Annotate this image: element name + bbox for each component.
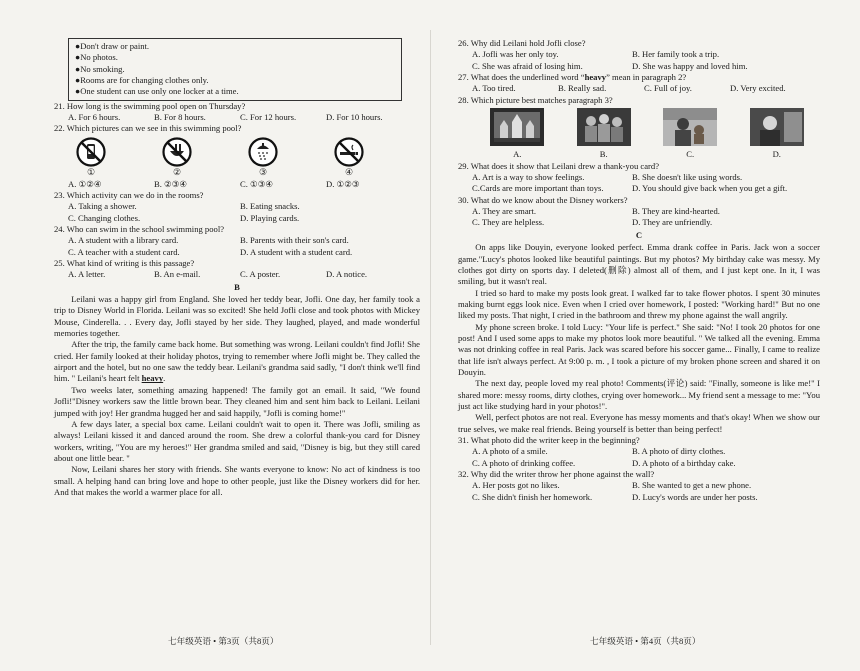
- picture-label: C.: [686, 149, 695, 160]
- question-24-text: 24. Who can swim in the school swimming pool?: [54, 224, 225, 234]
- option-b: B. She wanted to get a new phone.: [632, 480, 752, 491]
- girl-with-bear-photo: [663, 108, 717, 146]
- question-22-options: [54, 179, 420, 190]
- option-b: B. They are kind-hearted.: [632, 206, 720, 217]
- question-25-text: 25. What kind of writing is this passage?: [54, 258, 195, 269]
- picture-c: [647, 108, 734, 161]
- passage-c-paragraph-4: The next day, people loved my real photo! Comments(评论) said: "Finally, someone is like me!" I shared more: messy rooms, dirty clothes, crying over homework... My friend sent a message to me: "You just act like studying hard in your photos!".: [458, 378, 820, 411]
- question-29-options-row1: [458, 172, 820, 183]
- question-27: [458, 72, 820, 95]
- option-a: A. Too tired.: [472, 83, 516, 94]
- option-a: A. A student with a library card.: [68, 235, 179, 246]
- question-25-options: [54, 269, 420, 280]
- page-3-footer: 七年级英语 • 第3页（共8页）: [168, 636, 279, 646]
- option-c: C. For 12 hours.: [240, 112, 297, 123]
- option-b: B. A photo of dirty clothes.: [632, 446, 726, 457]
- disney-castle-photo: [490, 108, 544, 146]
- question-23-text: 23. Which activity can we do in the rooms?: [54, 189, 204, 200]
- picture-label: D.: [772, 149, 781, 160]
- sign-number: ③: [258, 166, 268, 177]
- option-d: D. A student with a student card.: [240, 246, 353, 257]
- option-d: D. For 10 hours.: [326, 112, 383, 123]
- passage-b-paragraph-3: Two weeks later, something amazing happened! The family got an email. It said, "We found Jofli!"Disney workers saw the little brown bear. They cleaned him and sent him back to Leilani. Leilani jumped with joy! Her grandma hugged her and said happily, "Jofli is coming home!": [54, 384, 420, 418]
- question-30-text: 30. What do we know about the Disney workers?: [458, 194, 628, 205]
- question-21-text: 21. How long is the swimming pool open on Thursday?: [54, 100, 246, 111]
- question-29-options-row2: [458, 183, 820, 194]
- option-b: B. Really sad.: [558, 83, 607, 94]
- option-c: C. She didn't finish her homework.: [472, 491, 593, 502]
- section-b-heading: B: [234, 281, 240, 292]
- no-eating-icon: [162, 137, 192, 167]
- passage-b-paragraph-5: Now, Leilani shares her story with friends. She wants everyone to know: No act of kindness is too small. A helping hand can bring love and hope to other people, just like the Disney workers did for her. And that makes the world a warmer place for all.: [54, 464, 420, 497]
- family-group-photo: [577, 108, 631, 146]
- option-c: C. A photo of drinking coffee.: [472, 457, 576, 468]
- question-27-text-b: ” mean in paragraph 2?: [606, 72, 687, 83]
- passage-c-paragraph-5: Well, perfect photos are not real. Everyone has messy moments and that's okay! When we show our true selves, we make real friends. Being yourself is better than being perfect!: [458, 412, 820, 434]
- sign-1: [72, 137, 158, 179]
- picture-label: A.: [513, 149, 522, 160]
- no-smoking-icon: [334, 137, 364, 167]
- option-b: B. An e-mail.: [154, 269, 201, 280]
- question-31-text: 31. What photo did the writer keep in the beginning?: [458, 435, 640, 445]
- question-32-options-row2: [458, 492, 820, 503]
- question-25: [54, 258, 420, 281]
- passage-b-paragraph-2: [54, 339, 420, 384]
- option-b: B. Parents with their son's card.: [240, 235, 349, 246]
- question-31: [458, 435, 820, 469]
- option-d: D. ①②③: [326, 178, 360, 189]
- question-26: [458, 38, 820, 72]
- question-28: [458, 95, 820, 161]
- question-30-options-row1: [458, 206, 820, 217]
- question-29: [458, 161, 820, 195]
- option-c: C. She was afraid of losing him.: [472, 60, 583, 71]
- option-d: D. They are unfriendly.: [632, 217, 713, 228]
- page-4-footer: 七年级英语 • 第4页（共8页）: [590, 636, 701, 646]
- question-26-options-row2: [458, 61, 820, 72]
- passage-c-paragraph-3: My phone screen broke. I told Lucy: "Your life is perfect." She said: "No! I took 20 photos for one post! And I used some apps to make my photos look more beautiful. " We talked all the evening. Emma was not drinking coffee in real Paris. Jack was scared before his soccer game... Finally, I came to realize that life isn't always perfect. At 9:00 p. m. , I took a picture of my broken phone screen and shared it on Douyin.: [458, 321, 820, 377]
- option-a: A. A letter.: [68, 269, 106, 280]
- option-b: B. She doesn't like using words.: [632, 172, 743, 183]
- option-b: B. Eating snacks.: [240, 201, 300, 212]
- option-c: C. A poster.: [240, 269, 281, 280]
- question-32-text: 32. Why did the writer throw her phone against the wall?: [458, 469, 655, 480]
- question-23-options-row1: [54, 201, 420, 212]
- sign-4: [330, 137, 416, 179]
- picture-d: [734, 108, 821, 161]
- rule-item: ●One student can use only one locker at a time.: [75, 86, 239, 97]
- option-c: C. ①③④: [240, 178, 274, 189]
- sign-number: ①: [86, 166, 96, 177]
- girl-crying-photo: [750, 108, 804, 146]
- option-d: D. Playing cards.: [240, 212, 300, 223]
- rule-item: ●Don't draw or paint.: [75, 41, 150, 51]
- option-b: B. For 8 hours.: [154, 112, 206, 123]
- option-b: B. Her family took a trip.: [632, 49, 720, 60]
- sign-3: [244, 137, 330, 179]
- rule-item: ●No photos.: [75, 52, 118, 63]
- sign-2: [158, 137, 244, 179]
- option-a: A. A photo of a smile.: [472, 446, 548, 457]
- section-c-heading: C: [635, 229, 643, 240]
- option-a: A. They are smart.: [472, 206, 537, 217]
- question-24: [54, 224, 420, 258]
- question-30-options-row2: [458, 217, 820, 228]
- option-a: A. Jofli was her only toy.: [472, 49, 559, 60]
- question-31-options-row2: [458, 458, 820, 469]
- question-21-options: [54, 112, 420, 123]
- option-d: D. Very excited.: [730, 83, 786, 94]
- question-27-text-a: 27. What does the underlined word “: [458, 72, 585, 83]
- option-d: D. She was happy and loved him.: [632, 60, 748, 71]
- option-d: D. You should give back when you get a gift.: [632, 183, 788, 194]
- option-c: C. They are helpless.: [472, 217, 545, 228]
- passage-c-paragraph-1: On apps like Douyin, everyone looked perfect. Emma drank coffee in Paris. Jack won a soccer game."Lucy's photos looked like beautiful paintings. But my photos? My birthday cake was messy. My clothes got dirty on sports day. I deleted(删除) almost all of them, and I just kept one. In it, I was smiling, but it wasn't real.: [458, 242, 820, 287]
- question-22-text: 22. Which pictures can we see in this swimming pool?: [54, 123, 242, 134]
- question-23-options-row2: [54, 213, 420, 224]
- option-a: A. Taking a shower.: [68, 201, 137, 212]
- question-27-word: heavy: [584, 72, 607, 83]
- option-c: C.Cards are more important than toys.: [472, 183, 604, 194]
- question-26-options-row1: [458, 49, 820, 60]
- question-30: [458, 195, 820, 229]
- pool-rules-box: [68, 38, 402, 101]
- rule-item: ●No smoking.: [75, 63, 125, 74]
- sign-number: ④: [344, 166, 354, 177]
- option-c: C. Full of joy.: [644, 83, 692, 94]
- sign-icons-row: [54, 137, 420, 179]
- picture-label: B.: [599, 149, 608, 160]
- question-29-text: 29. What does it show that Leilani drew a thank-you card?: [458, 160, 660, 171]
- option-a: A. ①②④: [68, 178, 102, 189]
- question-28-pictures: [458, 108, 820, 161]
- picture-b: [561, 108, 648, 161]
- shower-icon: [248, 137, 278, 167]
- sentence-end: .: [163, 373, 166, 384]
- passage-b-paragraph-4: A few days later, a special box came. Leilani couldn't wait to open it. There was Jofli, smiling as always! Leilani kissed it and danced around the room. She drew a colorful thank-you card for Disney workers, writing, "You are my heroes!" Her grandma smiled and said, "Disney is big, but they still cared about one little bear. ": [54, 418, 420, 463]
- question-21: [54, 101, 420, 124]
- passage-c-paragraph-2: I tried so hard to make my posts look great. I walked far to take flower photos. I spent 30 minutes making burnt eggs look nice. Even when I cried over homework, I posted: "Working hard!" But no one liked my posts. That night, I cried in the bathroom and threw my phone against the wall angrily.: [458, 287, 820, 321]
- question-27-options: [458, 83, 820, 94]
- passage-c: [458, 242, 820, 435]
- option-a: A. For 6 hours.: [68, 112, 121, 123]
- question-23: [54, 190, 420, 224]
- option-d: D. A photo of a birthday cake.: [632, 457, 736, 468]
- question-24-options-row1: [54, 235, 420, 246]
- question-26-text: 26. Why did Leilani hold Jofli close?: [458, 38, 586, 48]
- option-c: C. A teacher with a student card.: [68, 246, 180, 257]
- page-4: [430, 0, 860, 671]
- underlined-word-heavy: heavy: [141, 373, 164, 384]
- sign-number: ②: [172, 166, 182, 177]
- rule-item: ●Rooms are for changing clothes only.: [75, 75, 209, 86]
- picture-a: [474, 108, 561, 161]
- question-28-text: 28. Which picture best matches paragraph 3?: [458, 94, 613, 105]
- option-d: D. Lucy's words are under her posts.: [632, 491, 758, 502]
- option-a: A. Her posts got no likes.: [472, 480, 560, 491]
- passage-b-paragraph-1: Leilani was a happy girl from England. She loved her teddy bear, Jofli. One day, her family took a trip to Disney World in Florida. Leilani was so excited! She held Jofli close and took photos with Mickey Mouse, Cinderella. . . Every day, Jofli stayed by her side. They laughed, played, and made wonderful memories together.: [54, 294, 420, 339]
- option-b: B. ②③④: [154, 178, 188, 189]
- question-31-options-row1: [458, 446, 820, 457]
- question-32-options-row1: [458, 480, 820, 491]
- option-c: C. Changing clothes.: [68, 212, 141, 223]
- question-24-options-row2: [54, 247, 420, 258]
- option-d: D. A notice.: [326, 269, 368, 280]
- passage-b: [54, 294, 420, 498]
- no-phone-icon: [76, 137, 106, 167]
- question-22: [54, 123, 420, 190]
- question-32: [458, 469, 820, 503]
- question-27-text: [458, 72, 820, 83]
- paragraph-text: After the trip, the family came back home. But something was wrong. Leilani couldn't find Jofli! She cried. Her family looked at their holiday photos, trying to remember where Jofli might be. They called the airport and the hotel, but no one saw the teddy bear. Leilani's grandma said sadly, "I don't think we'll find him. " Leilani's heart felt: [54, 339, 420, 384]
- option-a: A. Art is a way to show feelings.: [472, 172, 585, 183]
